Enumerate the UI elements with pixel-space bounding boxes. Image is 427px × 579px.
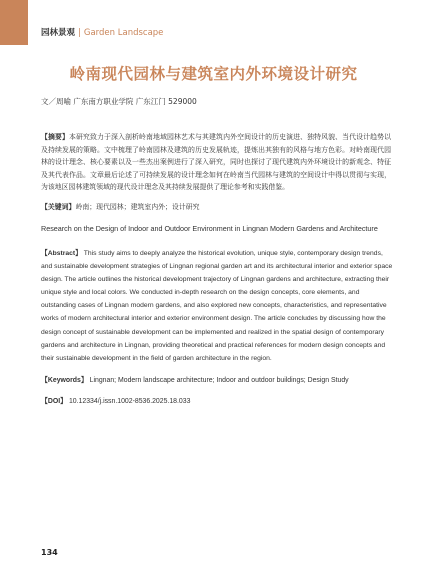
keywords-en-label: 【Keywords】 xyxy=(41,377,88,384)
section-name-cn: 园林景观 xyxy=(41,28,76,38)
abstract-en-label: 【Abstract】 xyxy=(41,250,82,257)
page-number: 134 xyxy=(41,548,58,557)
author-affiliation: 文／周喻 广东南方职业学院 广东江门 529000 xyxy=(41,97,197,106)
keywords-en xyxy=(41,374,393,384)
corner-accent-block xyxy=(0,0,28,45)
doi-value[interactable]: 10.12334/j.issn.1002-8536.2025.18.033 xyxy=(68,398,191,405)
keywords-cn-text: 岭南；现代园林；建筑室内外；设计研究 xyxy=(75,203,200,211)
abstract-en xyxy=(41,247,393,365)
article-title: 岭南现代园林与建筑室内外环境设计研究 xyxy=(69,65,358,83)
doi-label: 【DOI】 xyxy=(41,398,68,405)
running-header xyxy=(41,26,163,38)
abstract-cn-text: 本研究致力于深入剖析岭南地域园林艺术与其建筑内外空间设计的历史演进、独特风貌、当代设计趋势以及持续发展的策略。文中梳理了岭南园林及建筑的历史发展轨迹，提炼出其独有的风格与地方色彩。对岭南现代园林的设计理念、核心要素以及一些杰出案例进行了深入研究，同时也探讨了现代建筑内外环境设计的新观念、特征及其代表作品。文章最后论述了可持续发展的设计理念如何在岭南当代园林与建筑的空间设计中得以贯彻与实现，为该地区园林建筑领域的现代设计理念及其持续发展提供了理论参考和实践借鉴。 xyxy=(41,133,392,192)
english-title: Research on the Design of Indoor and Outdoor Environment in Lingnan Modern Gardens and Architecture xyxy=(41,224,378,233)
header-separator: | xyxy=(78,28,81,38)
abstract-cn-label: 【摘要】 xyxy=(41,133,70,141)
abstract-cn xyxy=(41,131,391,194)
doi-line xyxy=(41,395,393,405)
keywords-cn xyxy=(41,201,391,211)
section-name-en: Garden Landscape xyxy=(83,28,164,38)
abstract-en-text: This study aims to deeply analyze the historical evolution, unique style, contemporary design trends, and sustainable development strategies of Lingnan regional garden art and its architectural interior and exterior space design. The article outlines the historical development trajectory of Lingnan gardens and architecture, extracting their unique style and local colors. We conducted in-depth research on the design concepts, core elements, and outstanding cases of Lingnan modern gardens, and also explored new concepts, characteristics, and representative works of modern architectural interior and exterior environment design. The article concludes by discussing how the design concept of sustainable development can be implemented and realized in the spatial design of contemporary gardens and architecture in Lingnan, providing theoretical and practical references for modern design concepts and their sustainable development in the field of garden architecture in the region. xyxy=(41,250,393,362)
keywords-cn-label: 【关键词】 xyxy=(41,203,76,211)
keywords-en-text: Lingnan; Modern landscape architecture; Indoor and outdoor buildings; Design Study xyxy=(89,377,349,384)
